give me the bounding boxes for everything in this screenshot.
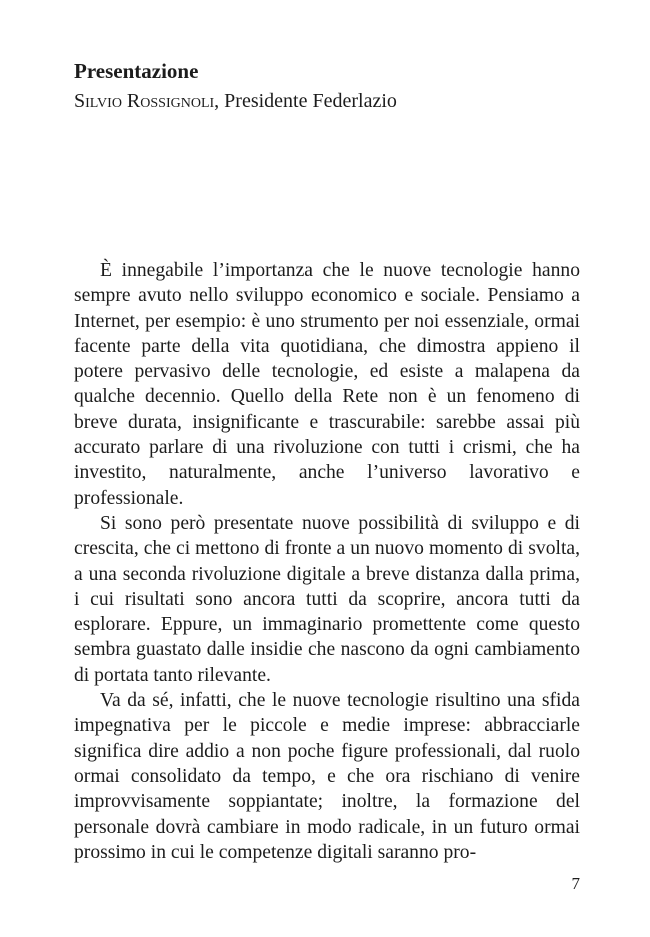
author-name: Silvio Rossignoli (74, 90, 215, 112)
paragraph-1: È innegabile l’importanza che le nuove tecnologie hanno sempre avuto nello sviluppo economico e sociale. Pensiamo a Internet, per esempio: è uno strumento per noi essenziale, ormai facente parte della vita quotidiana, che dimostra appieno il potere pervasivo delle tecnologie, ed esiste a malapena da qualche decennio. Quello della Rete non è un fenomeno di breve durata, insignificante e trascurabile: sarebbe assai più accurato parlare di una rivoluzione con tutti i crismi, che ha investito, naturalmente, anche l’universo lavorativo e professionale. (74, 260, 580, 509)
page-number: 7 (571, 874, 580, 893)
chapter-author-line (74, 88, 397, 114)
paragraph-3: Va da sé, infatti, che le nuove tecnologie risultino una sfida impegnativa per le piccole e medie imprese: abbracciarle significa dire addio a non poche figure professionali, dal ruolo ormai consolidato da tempo, e che ora rischiano di venire improvvisamente soppiantate; inoltre, la formazione del personale dovrà cambiare in modo radicale, in un futuro ormai prossimo in cui le competenze digitali saranno pro- (74, 690, 580, 863)
author-role: , Presidente Federlazio (214, 90, 397, 112)
chapter-title: Presentazione (74, 59, 199, 83)
body-text (74, 258, 580, 865)
paragraph-2: Si sono però presentate nuove possibilità di sviluppo e di crescita, che ci mettono di fronte a un nuovo momento di svolta, a una seconda rivoluzione digitale a breve distanza dalla prima, i cui risultati sono ancora tutti da scoprire, ancora tutti da esplorare. Eppure, un immaginario promettente come questo sembra guastato dalle insidie che nascono da ogni cambiamento di portata tanto rilevante. (74, 512, 580, 686)
